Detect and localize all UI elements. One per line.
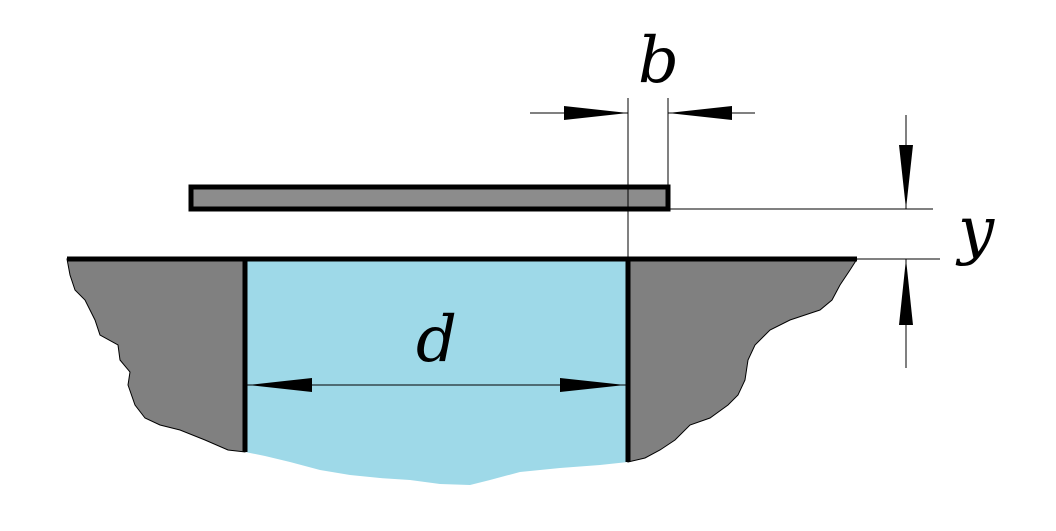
arrow-b-right	[668, 106, 732, 120]
label-y: y	[958, 194, 995, 268]
arrow-y-bottom	[899, 259, 913, 325]
label-b: b	[638, 24, 679, 98]
arrow-y-top	[899, 145, 913, 209]
plate	[191, 187, 668, 209]
label-d: d	[416, 303, 457, 377]
arrow-b-left	[564, 106, 628, 120]
ground-left	[67, 259, 245, 452]
ground-right	[628, 259, 857, 462]
